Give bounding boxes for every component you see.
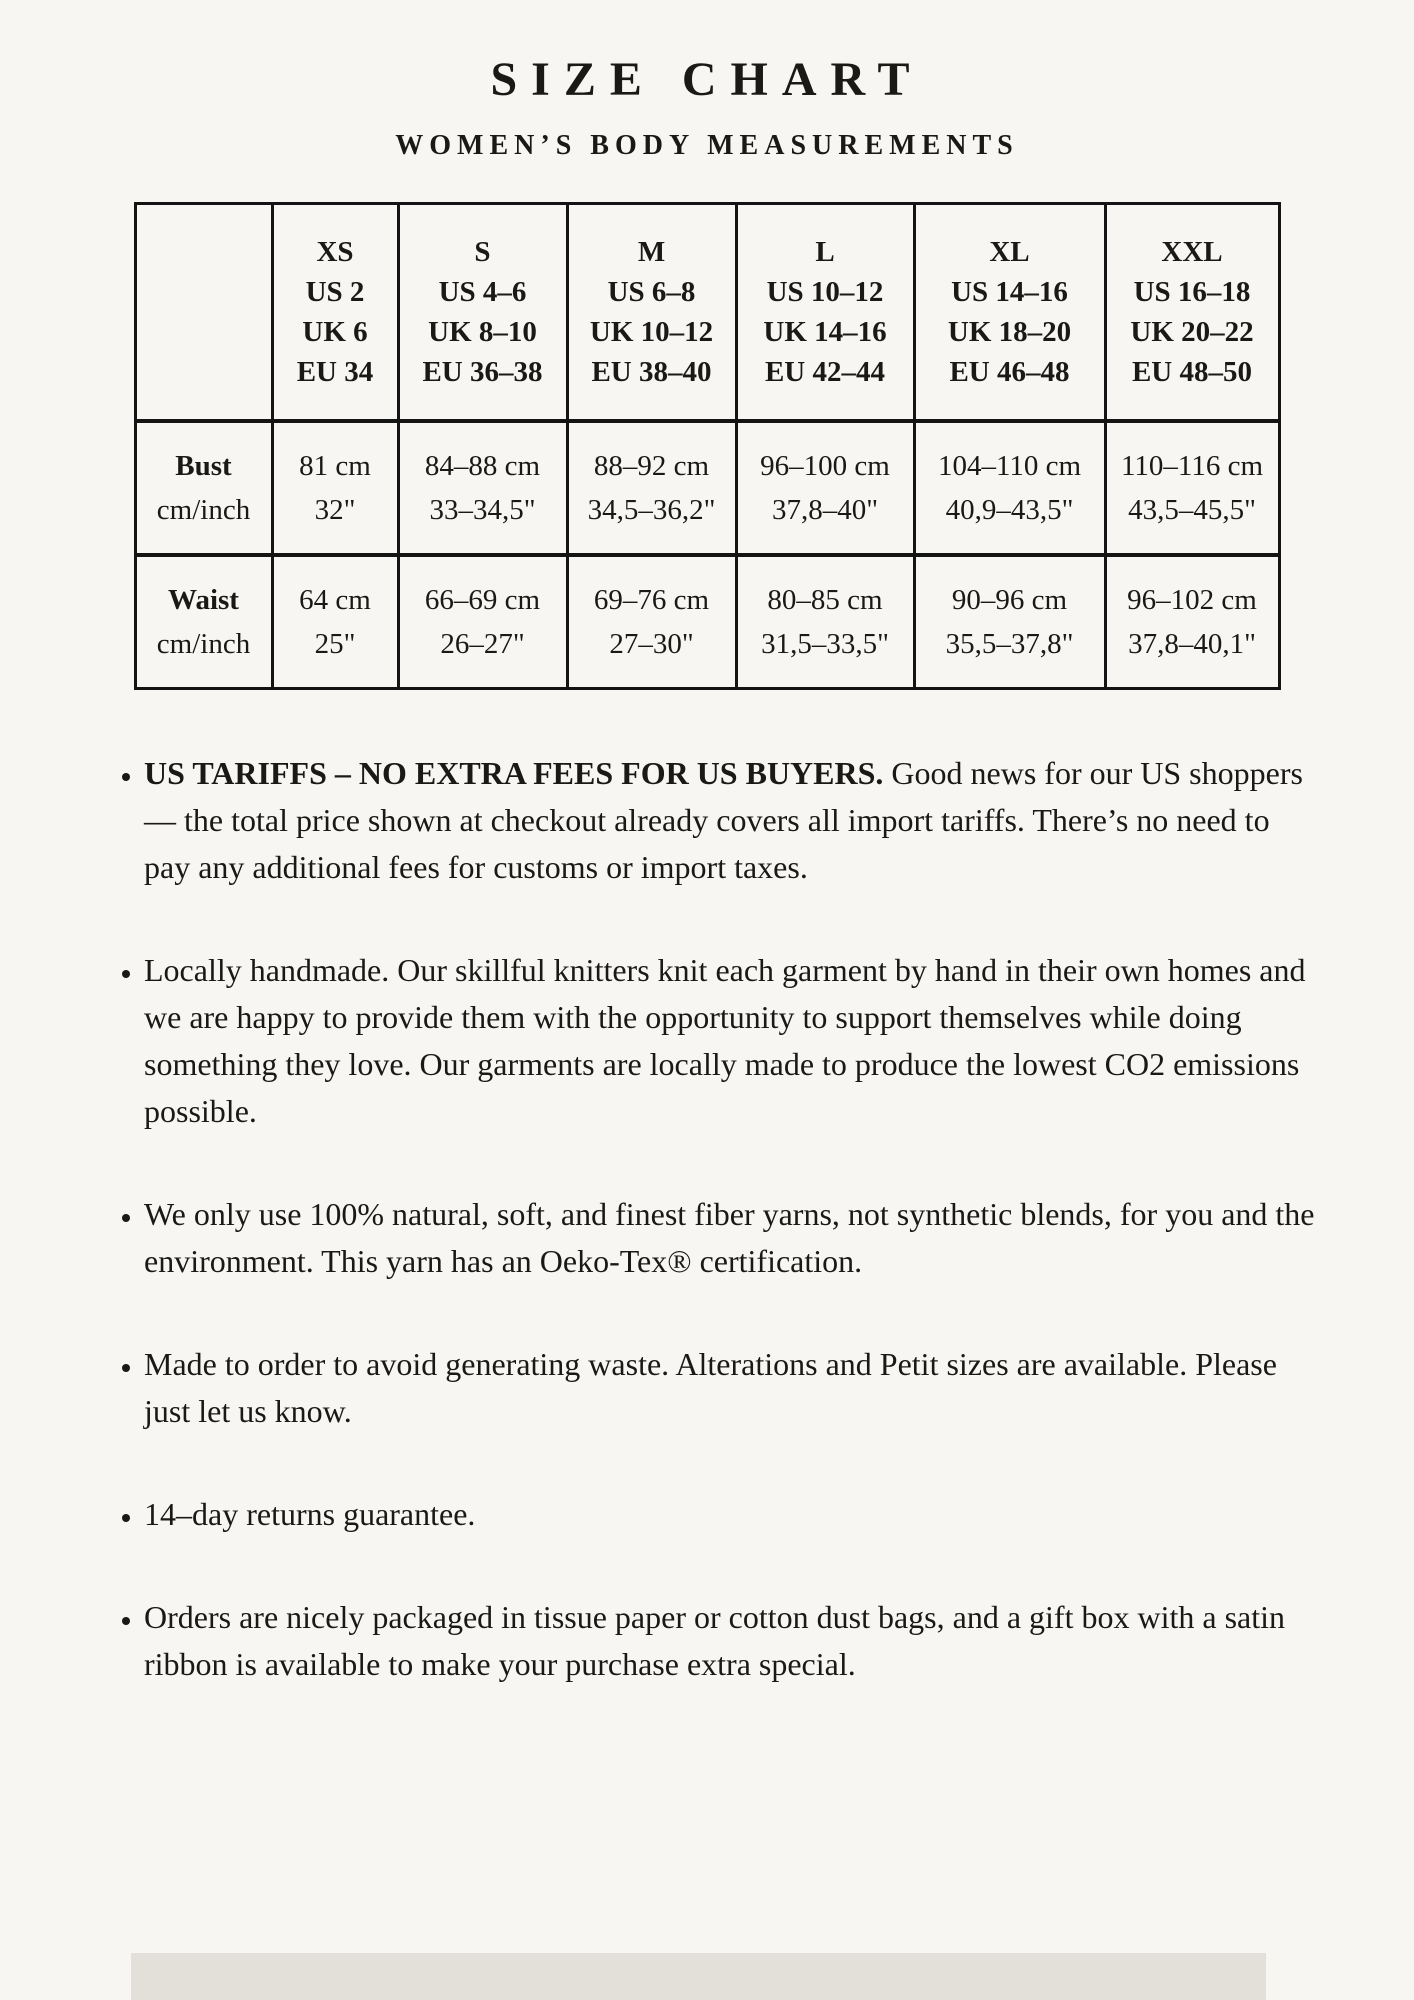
inch-value: 27–30": [609, 627, 694, 660]
cm-value: 84–88 cm: [424, 449, 541, 482]
list-item-natural-yarns: [144, 1191, 1319, 1285]
size-eu: EU 38–40: [591, 355, 712, 388]
cm-value: 104–110 cm: [937, 449, 1082, 482]
size-us: US 10–12: [766, 275, 884, 308]
size-uk: UK 10–12: [589, 315, 714, 348]
size-eu: EU 36–38: [422, 355, 543, 388]
page-title: SIZE CHART: [490, 53, 924, 106]
inch-value: 37,8–40,1": [1128, 627, 1256, 660]
note-text: Made to order to avoid generating waste. Alterations and Petit sizes are available. Please just let us know.: [144, 1346, 1277, 1430]
waist-cell-l: [736, 555, 914, 689]
cm-value: 90–96 cm: [951, 583, 1068, 616]
bust-cell-s: [398, 421, 567, 555]
row-unit: cm/inch: [156, 493, 251, 526]
table-row-bust: [135, 421, 1279, 555]
size-column-xs: [272, 203, 398, 421]
bust-cell-l: [736, 421, 914, 555]
bust-cell-xs: [272, 421, 398, 555]
size-eu: EU 48–50: [1131, 355, 1253, 388]
waist-cell-xl: [914, 555, 1105, 689]
size-label: XXL: [1161, 235, 1223, 268]
size-label: S: [474, 235, 491, 268]
list-item-us-tariffs: [144, 750, 1319, 891]
cm-value: 96–102 cm: [1127, 583, 1257, 616]
row-header-waist: [135, 555, 272, 689]
inch-value: 35,5–37,8": [945, 627, 1074, 660]
size-table-header-row: [135, 203, 1279, 421]
inch-value: 26–27": [440, 627, 525, 660]
size-column-xl: [914, 203, 1105, 421]
waist-cell-xs: [272, 555, 398, 689]
product-notes-list: [88, 750, 1319, 1688]
waist-cell-xxl: [1105, 555, 1279, 689]
list-item-made-to-order: [144, 1341, 1319, 1435]
waist-cell-s: [398, 555, 567, 689]
corner-cell: [135, 203, 272, 421]
size-label: XS: [316, 235, 354, 268]
size-label: M: [637, 235, 666, 268]
bust-cell-xxl: [1105, 421, 1279, 555]
cm-value: 66–69 cm: [424, 583, 541, 616]
size-uk: UK 14–16: [763, 315, 887, 348]
bust-cell-m: [567, 421, 736, 555]
inch-value: 43,5–45,5": [1128, 493, 1256, 526]
note-bold-lead: US TARIFFS – NO EXTRA FEES FOR US BUYERS.: [144, 754, 884, 791]
cm-value: 88–92 cm: [593, 449, 710, 482]
size-us: US 16–18: [1133, 275, 1251, 308]
page-subtitle: WOMEN’S BODY MEASUREMENTS: [395, 130, 1019, 162]
size-eu: EU 34: [296, 355, 374, 388]
list-item-packaging: [144, 1594, 1319, 1688]
list-item-locally-handmade: [144, 947, 1319, 1135]
size-label: XL: [989, 235, 1030, 268]
size-column-l: [736, 203, 914, 421]
inch-value: 31,5–33,5": [761, 627, 889, 660]
size-uk: UK 18–20: [947, 315, 1072, 348]
cm-value: 64 cm: [299, 583, 371, 616]
size-us: US 14–16: [951, 275, 1068, 308]
table-row-waist: [135, 555, 1279, 689]
inch-value: 40,9–43,5": [945, 493, 1074, 526]
inch-value: 33–34,5": [429, 493, 536, 526]
note-text: Orders are nicely packaged in tissue paper or cotton dust bags, and a gift box with a satin ribbon is available to make your purchase extra special.: [144, 1599, 1285, 1683]
size-us: US 6–8: [607, 275, 696, 308]
list-item-returns-guarantee: [144, 1491, 1319, 1538]
bust-cell-xl: [914, 421, 1105, 555]
cm-value: 81 cm: [299, 449, 371, 482]
size-table: [134, 202, 1281, 690]
row-header-bust: [135, 421, 272, 555]
row-label: Bust: [175, 449, 232, 482]
note-text: Good news for our US shoppers — the total price shown at checkout already covers all import tariffs. There’s no need to pay any additional fees for customs or import taxes.: [144, 754, 1303, 886]
size-column-xxl: [1105, 203, 1279, 421]
size-eu: EU 46–48: [949, 355, 1070, 388]
size-column-s: [398, 203, 567, 421]
note-text: 14–day returns guarantee.: [144, 1496, 476, 1533]
cm-value: 96–100 cm: [760, 449, 890, 482]
size-column-m: [567, 203, 736, 421]
next-section-preview: [131, 1953, 1266, 2000]
cm-value: 80–85 cm: [767, 583, 883, 616]
size-us: US 2: [305, 275, 365, 308]
size-label: L: [815, 235, 835, 268]
size-uk: UK 8–10: [428, 315, 537, 348]
size-uk: UK 6: [302, 315, 368, 348]
row-unit: cm/inch: [156, 627, 251, 660]
size-us: US 4–6: [438, 275, 527, 308]
inch-value: 34,5–36,2": [587, 493, 716, 526]
cm-value: 110–116 cm: [1120, 449, 1264, 482]
cm-value: 69–76 cm: [593, 583, 710, 616]
size-uk: UK 20–22: [1130, 315, 1254, 348]
inch-value: 37,8–40": [771, 493, 879, 526]
waist-cell-m: [567, 555, 736, 689]
inch-value: 32": [314, 493, 356, 526]
row-label: Waist: [168, 583, 239, 616]
size-eu: EU 42–44: [764, 355, 886, 388]
note-text: We only use 100% natural, soft, and finest fiber yarns, not synthetic blends, for you and the environment. This yarn has an Oeko-Tex® certification.: [144, 1196, 1315, 1280]
inch-value: 25": [314, 627, 356, 660]
note-text: Locally handmade. Our skillful knitters knit each garment by hand in their own homes and we are happy to provide them with the opportunity to support themselves while doing something they love. Our garments are locally made to produce the lowest CO2 emissions possible.: [144, 952, 1306, 1130]
